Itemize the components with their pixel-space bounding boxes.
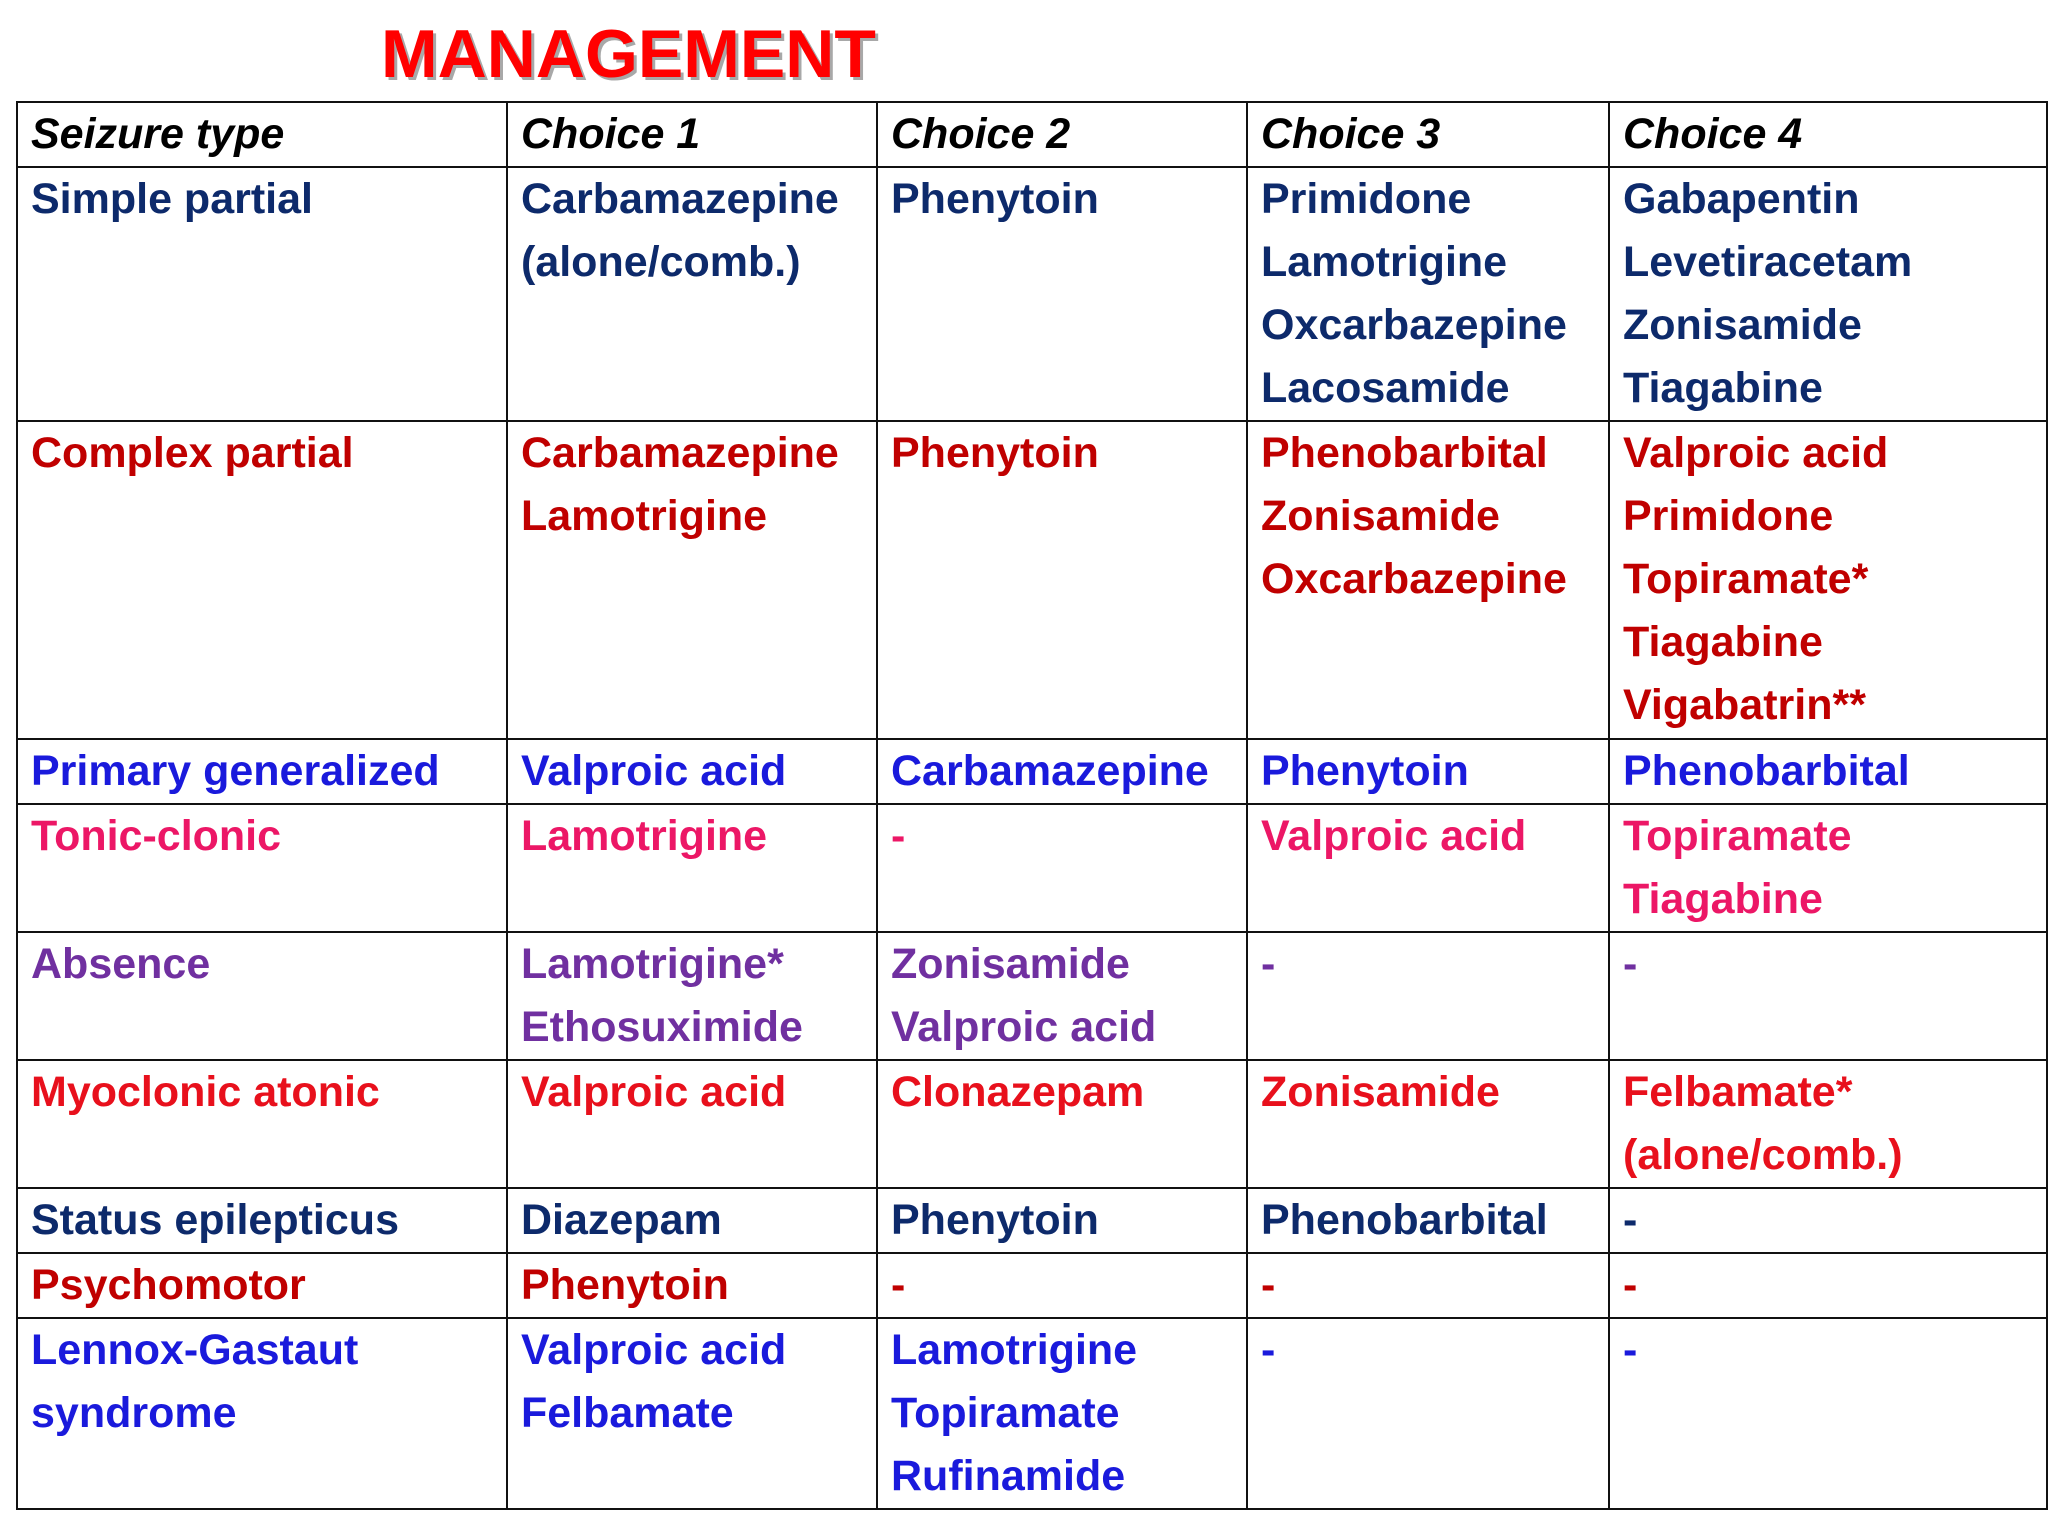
cell-line: Valproic acid bbox=[1261, 812, 1527, 860]
cell-line: Valproic acid bbox=[521, 747, 787, 795]
choice-1-cell bbox=[507, 167, 877, 421]
choice-1-cell bbox=[507, 1318, 877, 1509]
cell-line: Vigabatrin** bbox=[1623, 681, 1866, 729]
choice-4-cell bbox=[1609, 1188, 2047, 1253]
table-row bbox=[17, 804, 2047, 932]
header-choice-1: Choice 1 bbox=[507, 102, 877, 167]
cell-line: - bbox=[1623, 1261, 1638, 1309]
choice-4-cell bbox=[1609, 1060, 2047, 1188]
cell-line: Phenobarbital bbox=[1261, 1196, 1548, 1244]
cell-line: Phenytoin bbox=[1261, 747, 1469, 795]
choice-3-cell bbox=[1247, 1188, 1609, 1253]
choice-4-cell bbox=[1609, 167, 2047, 421]
cell-line: - bbox=[891, 1261, 906, 1309]
choice-1-cell bbox=[507, 1188, 877, 1253]
cell-line: - bbox=[1623, 1196, 1638, 1244]
cell-line: Topiramate* bbox=[1623, 555, 1869, 603]
header-choice-2: Choice 2 bbox=[877, 102, 1247, 167]
choice-4-cell bbox=[1609, 1253, 2047, 1318]
choice-3-cell bbox=[1247, 932, 1609, 1060]
cell-line: Clonazepam bbox=[891, 1068, 1145, 1116]
cell-line: Phenytoin bbox=[891, 429, 1099, 477]
cell-line: - bbox=[1623, 1326, 1638, 1374]
cell-line: Rufinamide bbox=[891, 1452, 1126, 1500]
cell-line: Topiramate bbox=[1623, 812, 1852, 860]
choice-3-cell bbox=[1247, 421, 1609, 739]
choice-1-cell bbox=[507, 1060, 877, 1188]
choice-2-cell bbox=[877, 1060, 1247, 1188]
header-choice-4: Choice 4 bbox=[1609, 102, 2047, 167]
cell-line: Tonic-clonic bbox=[31, 812, 282, 860]
cell-line: (alone/comb.) bbox=[1623, 1131, 1903, 1179]
cell-line: Phenytoin bbox=[521, 1261, 729, 1309]
cell-line: Diazepam bbox=[521, 1196, 722, 1244]
choice-3-cell bbox=[1247, 804, 1609, 932]
header-choice-3: Choice 3 bbox=[1247, 102, 1609, 167]
seizure-type-cell bbox=[17, 1318, 507, 1509]
cell-line: Gabapentin bbox=[1623, 175, 1860, 223]
cell-line: Carbamazepine bbox=[891, 747, 1209, 795]
cell-line: Lamotrigine bbox=[521, 492, 768, 540]
cell-line: Tiagabine bbox=[1623, 618, 1823, 666]
cell-line: - bbox=[1623, 940, 1638, 988]
table-row bbox=[17, 421, 2047, 739]
choice-1-cell bbox=[507, 421, 877, 739]
table-row bbox=[17, 932, 2047, 1060]
cell-line: Valproic acid bbox=[521, 1068, 787, 1116]
cell-line: Phenytoin bbox=[891, 175, 1099, 223]
header-seizure-type: Seizure type bbox=[17, 102, 507, 167]
choice-2-cell bbox=[877, 1253, 1247, 1318]
cell-line: Zonisamide bbox=[1261, 1068, 1500, 1116]
cell-line: Primary generalized bbox=[31, 747, 440, 795]
cell-line: Lamotrigine* bbox=[521, 940, 784, 988]
cell-line: Carbamazepine bbox=[521, 175, 839, 223]
cell-line: Lamotrigine bbox=[521, 812, 768, 860]
cell-line: Absence bbox=[31, 940, 211, 988]
cell-line: Tiagabine bbox=[1623, 364, 1823, 412]
seizure-type-cell bbox=[17, 804, 507, 932]
choice-2-cell bbox=[877, 1188, 1247, 1253]
seizure-type-cell bbox=[17, 1060, 507, 1188]
choice-4-cell bbox=[1609, 1318, 2047, 1509]
choice-3-cell bbox=[1247, 739, 1609, 804]
cell-line: syndrome bbox=[31, 1389, 237, 1437]
choice-3-cell bbox=[1247, 1318, 1609, 1509]
table-row bbox=[17, 1253, 2047, 1318]
choice-2-cell bbox=[877, 932, 1247, 1060]
page-title: MANAGEMENT bbox=[381, 16, 876, 92]
choice-3-cell bbox=[1247, 1060, 1609, 1188]
choice-2-cell bbox=[877, 167, 1247, 421]
cell-line: Oxcarbazepine bbox=[1261, 555, 1567, 603]
choice-4-cell bbox=[1609, 804, 2047, 932]
cell-line: Valproic acid bbox=[1623, 429, 1889, 477]
table-row bbox=[17, 167, 2047, 421]
cell-line: Zonisamide bbox=[1261, 492, 1500, 540]
choice-4-cell bbox=[1609, 739, 2047, 804]
table-row bbox=[17, 1318, 2047, 1509]
choice-1-cell bbox=[507, 1253, 877, 1318]
cell-line: (alone/comb.) bbox=[521, 238, 801, 286]
cell-line: Zonisamide bbox=[1623, 301, 1862, 349]
cell-line: Topiramate bbox=[891, 1389, 1120, 1437]
cell-line: Oxcarbazepine bbox=[1261, 301, 1567, 349]
choice-2-cell bbox=[877, 804, 1247, 932]
cell-line: Valproic acid bbox=[521, 1326, 787, 1374]
cell-line: Tiagabine bbox=[1623, 875, 1823, 923]
choice-1-cell bbox=[507, 932, 877, 1060]
cell-line: Lamotrigine bbox=[1261, 238, 1508, 286]
table-row bbox=[17, 739, 2047, 804]
seizure-type-cell bbox=[17, 739, 507, 804]
cell-line: Complex partial bbox=[31, 429, 354, 477]
seizure-type-cell bbox=[17, 167, 507, 421]
choice-2-cell bbox=[877, 739, 1247, 804]
seizure-type-cell bbox=[17, 421, 507, 739]
cell-line: Psychomotor bbox=[31, 1261, 306, 1309]
cell-line: Valproic acid bbox=[891, 1003, 1157, 1051]
choice-4-cell bbox=[1609, 932, 2047, 1060]
table-row bbox=[17, 1060, 2047, 1188]
cell-line: Felbamate bbox=[521, 1389, 734, 1437]
cell-line: Primidone bbox=[1261, 175, 1472, 223]
seizure-type-cell bbox=[17, 1188, 507, 1253]
header-row bbox=[17, 102, 2047, 167]
cell-line: Lacosamide bbox=[1261, 364, 1510, 412]
management-table bbox=[16, 101, 2048, 1510]
cell-line: - bbox=[891, 812, 906, 860]
cell-line: Phenytoin bbox=[891, 1196, 1099, 1244]
cell-line: Felbamate* bbox=[1623, 1068, 1853, 1116]
cell-line: Simple partial bbox=[31, 175, 313, 223]
cell-line: Myoclonic atonic bbox=[31, 1068, 380, 1116]
cell-line: Ethosuximide bbox=[521, 1003, 803, 1051]
choice-1-cell bbox=[507, 804, 877, 932]
cell-line: Primidone bbox=[1623, 492, 1834, 540]
choice-3-cell bbox=[1247, 167, 1609, 421]
cell-line: Lamotrigine bbox=[891, 1326, 1138, 1374]
choice-3-cell bbox=[1247, 1253, 1609, 1318]
seizure-type-cell bbox=[17, 1253, 507, 1318]
cell-line: - bbox=[1261, 1326, 1276, 1374]
cell-line: Zonisamide bbox=[891, 940, 1130, 988]
choice-1-cell bbox=[507, 739, 877, 804]
choice-4-cell bbox=[1609, 421, 2047, 739]
cell-line: Lennox-Gastaut bbox=[31, 1326, 359, 1374]
table-row bbox=[17, 1188, 2047, 1253]
cell-line: - bbox=[1261, 1261, 1276, 1309]
cell-line: Phenobarbital bbox=[1623, 747, 1910, 795]
cell-line: Phenobarbital bbox=[1261, 429, 1548, 477]
cell-line: Status epilepticus bbox=[31, 1196, 399, 1244]
seizure-type-cell bbox=[17, 932, 507, 1060]
cell-line: Carbamazepine bbox=[521, 429, 839, 477]
choice-2-cell bbox=[877, 1318, 1247, 1509]
cell-line: Levetiracetam bbox=[1623, 238, 1913, 286]
choice-2-cell bbox=[877, 421, 1247, 739]
cell-line: - bbox=[1261, 940, 1276, 988]
